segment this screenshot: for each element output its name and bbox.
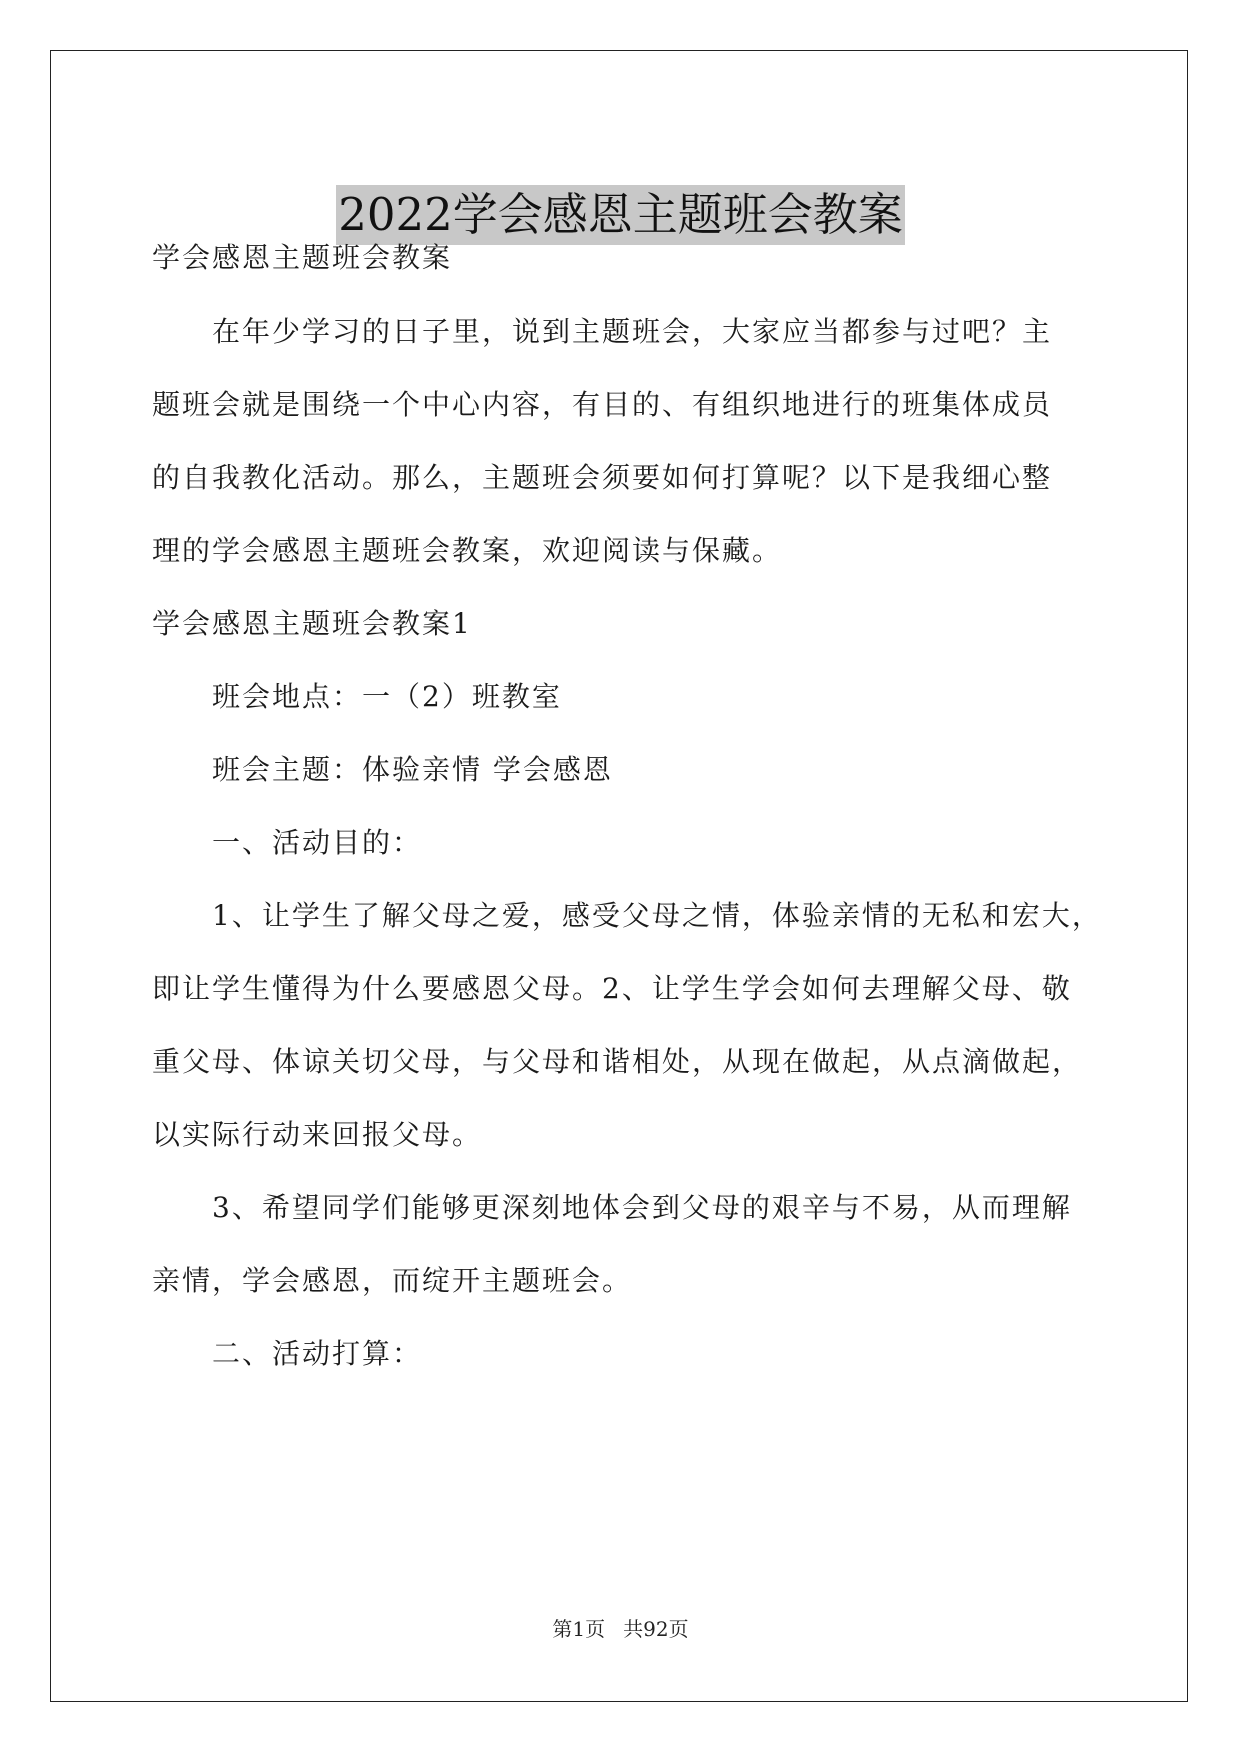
paragraph-line: 班会主题：体验亲情 学会感恩 (212, 753, 613, 786)
paragraph-line: 题班会就是围绕一个中心内容，有目的、有组织地进行的班集体成员 (152, 388, 1053, 421)
paragraph-line: 亲情，学会感恩，而绽开主题班会。 (152, 1264, 633, 1297)
paragraph-line: 班会地点：一（2）班教室 (212, 680, 562, 713)
paragraph-line: 重父母、体谅关切父母，与父母和谐相处，从现在做起，从点滴做起， (152, 1045, 1083, 1078)
paragraph-line: 一、活动目的： (212, 826, 423, 859)
paragraph-line: 理的学会感恩主题班会教案，欢迎阅读与保藏。 (152, 534, 783, 567)
page-border (50, 50, 1188, 1702)
paragraph-line: 即让学生懂得为什么要感恩父母。2、让学生学会如何去理解父母、敬 (152, 972, 1072, 1005)
page-footer (0, 1615, 1241, 1643)
document-title: 2022学会感恩主题班会教案 (336, 185, 905, 245)
section-heading: 学会感恩主题班会教案1 (152, 607, 472, 640)
page-number: 第1页 (552, 1617, 606, 1641)
paragraph-line: 的自我教化活动。那么，主题班会须要如何打算呢？以下是我细心整 (152, 461, 1053, 494)
subtitle-line: 学会感恩主题班会教案 (152, 241, 453, 274)
paragraph-line: 在年少学习的日子里，说到主题班会，大家应当都参与过吧？主 (212, 315, 1053, 348)
paragraph-line: 3、希望同学们能够更深刻地体会到父母的艰辛与不易，从而理解 (212, 1191, 1072, 1224)
paragraph-line: 二、活动打算： (212, 1337, 423, 1370)
paragraph-line: 1、让学生了解父母之爱，感受父母之情，体验亲情的无私和宏大， (212, 899, 1102, 932)
paragraph-line: 以实际行动来回报父母。 (152, 1118, 483, 1151)
total-pages: 共92页 (623, 1617, 689, 1641)
